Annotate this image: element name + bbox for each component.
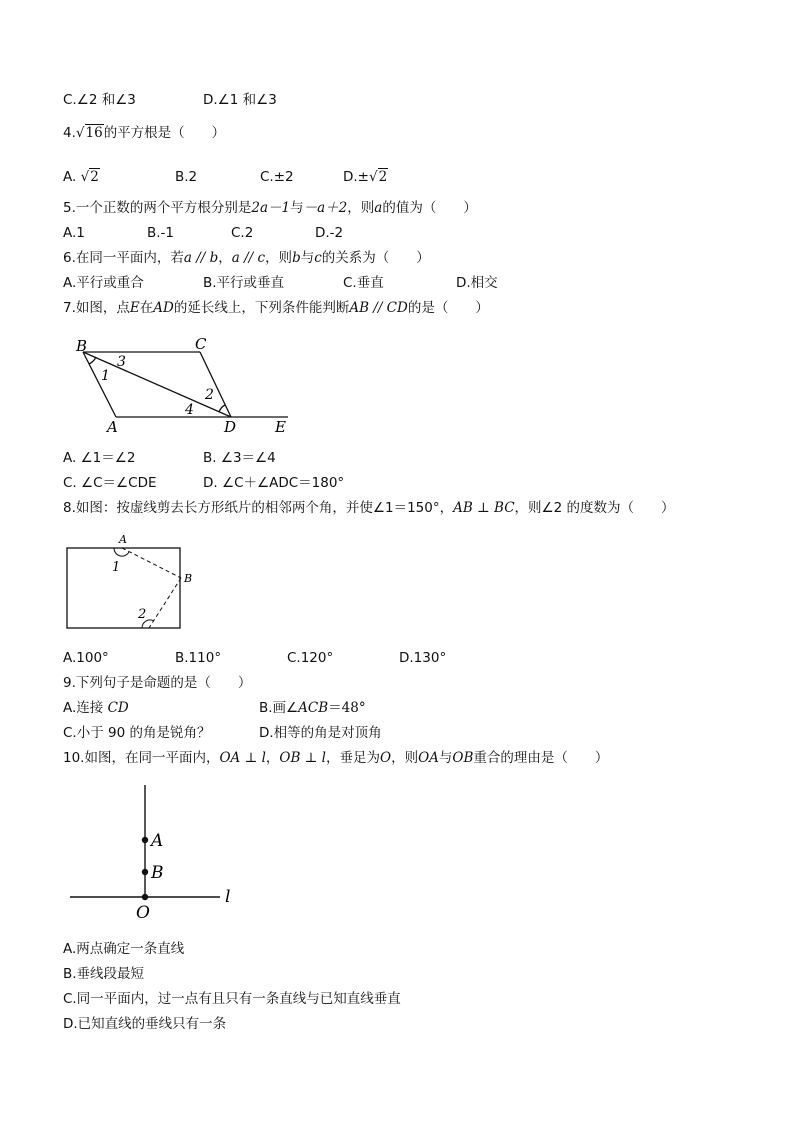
q3-option-c: C.∠2 和∠3 bbox=[63, 92, 136, 108]
q9-stem: 9.下列句子是命题的是（ ） bbox=[63, 675, 252, 691]
q10-rel1: OA ⊥ l bbox=[219, 750, 266, 766]
q6-rel1: a // b bbox=[183, 250, 219, 266]
q6-var-c: c bbox=[314, 250, 322, 266]
q5-stem-a: 5.一个正数的两个平方根分别是 bbox=[63, 200, 252, 216]
q6-option-c: C.垂直 bbox=[343, 275, 384, 291]
q10-ray-ob: OB bbox=[452, 750, 474, 766]
q6-var-b: b bbox=[292, 250, 301, 266]
q7-label-1: 1 bbox=[101, 368, 110, 384]
q5-mid: 与 bbox=[290, 200, 304, 216]
q7-option-c: C. ∠C＝∠CDE bbox=[63, 475, 157, 491]
q10-option-b: B.垂线段最短 bbox=[63, 966, 145, 982]
q6-option-a: A.平行或重合 bbox=[63, 275, 144, 291]
q6-stem-c: 的关系为（ ） bbox=[321, 250, 430, 266]
q10-with: 与 bbox=[438, 750, 453, 766]
q7-point-e: E bbox=[129, 300, 140, 316]
q8-label-1: 1 bbox=[112, 560, 121, 575]
q9-option-a bbox=[63, 699, 129, 717]
q7-option-a: A. ∠1＝∠2 bbox=[63, 450, 136, 466]
q5-option-b: B.-1 bbox=[147, 225, 175, 241]
q7-stem-c: 的延长线上，下列条件能判断 bbox=[173, 300, 350, 316]
q10-point-b-dot bbox=[142, 869, 148, 875]
q10-option-a: A.两点确定一条直线 bbox=[63, 941, 185, 957]
q7-label-c: C bbox=[195, 335, 207, 353]
q6-option-b: B.平行或垂直 bbox=[203, 275, 285, 291]
q10-point-o-dot bbox=[142, 894, 148, 900]
q8-figure bbox=[62, 532, 202, 634]
q8-rectangle bbox=[67, 548, 180, 628]
q6-option-d: D.相交 bbox=[456, 275, 498, 291]
q9-option-b-math: ACB bbox=[298, 700, 329, 716]
q9-option-d: D.相等的角是对顶角 bbox=[259, 725, 382, 741]
q9-option-b-text: B.画∠ bbox=[259, 700, 299, 716]
q5-stem-c: 的值为（ ） bbox=[382, 200, 477, 216]
q7-stem bbox=[63, 299, 489, 317]
q9-option-a-text: A.连接 bbox=[63, 700, 108, 716]
q5-option-d: D.-2 bbox=[315, 225, 344, 241]
q8-angle-arc-1 bbox=[114, 548, 129, 556]
q9-option-b bbox=[259, 699, 366, 717]
q4-stem bbox=[63, 124, 225, 142]
q5-var: a bbox=[374, 200, 383, 216]
q8-stem-b: ，则∠2 的度数为（ ） bbox=[514, 500, 675, 516]
q4-option-a bbox=[63, 168, 100, 186]
q10-stem-a: 10.如图，在同一平面内， bbox=[63, 750, 220, 766]
q7-line-bd bbox=[83, 352, 231, 417]
q7-option-b: B. ∠3＝∠4 bbox=[203, 450, 276, 466]
q8-label-2: 2 bbox=[138, 607, 147, 622]
q5-expr1: 2a－1 bbox=[251, 200, 291, 216]
q7-label-e: E bbox=[275, 418, 286, 436]
q10-label-l: l bbox=[225, 887, 231, 907]
q4-option-a-radicand: 2 bbox=[90, 169, 99, 185]
q7-segment-ad: AD bbox=[153, 300, 174, 316]
q10-sep: ， bbox=[265, 750, 280, 766]
q10-point-a-dot bbox=[142, 837, 148, 843]
q8-stem-a: 8.如图：按虚线剪去长方形纸片的相邻两个角，并使∠1＝150°， bbox=[63, 500, 454, 516]
q7-rel: AB // CD bbox=[349, 300, 408, 316]
q10-rel2: OB ⊥ l bbox=[279, 750, 326, 766]
q4-option-d-radicand: 2 bbox=[378, 169, 388, 185]
q7-label-b: B bbox=[76, 337, 88, 355]
q10-figure bbox=[65, 780, 245, 922]
q4-sqrt: √16 bbox=[75, 125, 103, 141]
q7-option-d: D. ∠C＋∠ADC＝180° bbox=[203, 475, 345, 491]
q10-stem-d: 重合的理由是（ ） bbox=[473, 750, 609, 766]
q6-sep: ， bbox=[218, 250, 232, 266]
q9-option-b-value: ＝48° bbox=[328, 700, 366, 716]
q5-option-c: C.2 bbox=[231, 225, 254, 241]
q7-figure bbox=[70, 333, 300, 437]
q8-option-a: A.100° bbox=[63, 650, 109, 666]
q5-stem bbox=[63, 199, 477, 217]
q5-expr2: －a＋2 bbox=[303, 200, 348, 216]
q10-stem bbox=[63, 749, 608, 767]
q9-option-c: C.小于 90 的角是锐角？ bbox=[63, 725, 211, 741]
q10-stem-c: ，则 bbox=[391, 750, 419, 766]
q4-option-a-prefix: A. bbox=[63, 169, 77, 185]
q10-ray-oa: OA bbox=[418, 750, 439, 766]
q4-stem-text: 的平方根是（ ） bbox=[103, 125, 226, 141]
q3-option-d: D.∠1 和∠3 bbox=[203, 92, 277, 108]
q4-option-d-sqrt: √2 bbox=[369, 169, 388, 185]
q7-stem-a: 7.如图，点 bbox=[63, 300, 130, 316]
q7-line-ab bbox=[83, 352, 116, 417]
q8-label-b: B bbox=[184, 572, 193, 585]
q6-with: 与 bbox=[300, 250, 315, 266]
q10-option-d: D.已知直线的垂线只有一条 bbox=[63, 1016, 227, 1032]
q7-angle-arc-b bbox=[89, 357, 96, 364]
q8-option-c: C.120° bbox=[287, 650, 334, 666]
q8-rel: AB ⊥ BC bbox=[453, 500, 515, 516]
q5-option-a: A.1 bbox=[63, 225, 85, 241]
q8-label-a: A bbox=[119, 533, 127, 546]
q4-option-d bbox=[343, 168, 388, 186]
q7-line-cd bbox=[200, 352, 231, 417]
q4-option-c: C.±2 bbox=[260, 169, 294, 185]
q10-option-c: C.同一平面内，过一点有且只有一条直线与已知直线垂直 bbox=[63, 991, 401, 1007]
q7-label-d: D bbox=[224, 418, 237, 436]
q7-angle-arc-d bbox=[219, 405, 225, 412]
q10-point-o: O bbox=[380, 750, 392, 766]
q7-label-2: 2 bbox=[205, 387, 214, 403]
q7-stem-d: 的是（ ） bbox=[407, 300, 489, 316]
q10-label-o: O bbox=[136, 903, 150, 922]
q6-stem-a: 6.在同一平面内，若 bbox=[63, 250, 184, 266]
q9-option-a-math: CD bbox=[107, 700, 129, 716]
q4-option-d-prefix: D.± bbox=[343, 169, 369, 185]
q7-label-4: 4 bbox=[185, 402, 194, 418]
q8-option-b: B.110° bbox=[175, 650, 222, 666]
q8-stem bbox=[63, 499, 675, 517]
q8-dashed-ab bbox=[122, 548, 181, 578]
q7-label-3: 3 bbox=[117, 354, 126, 370]
q10-stem-b: ，垂足为 bbox=[326, 750, 380, 766]
q10-label-b: B bbox=[151, 863, 164, 883]
q6-stem-b: ，则 bbox=[265, 250, 293, 266]
q6-stem bbox=[63, 249, 430, 267]
q4-radicand: 16 bbox=[85, 125, 103, 141]
q8-option-d: D.130° bbox=[399, 650, 447, 666]
q4-option-b: B.2 bbox=[175, 169, 198, 185]
q5-stem-b: ，则 bbox=[347, 200, 375, 216]
q6-rel2: a // c bbox=[231, 250, 266, 266]
q7-label-a: A bbox=[107, 418, 118, 436]
q4-number: 4. bbox=[63, 125, 76, 141]
q10-label-a: A bbox=[151, 831, 164, 851]
q7-stem-b: 在 bbox=[139, 300, 154, 316]
q4-option-a-sqrt: √2 bbox=[80, 169, 99, 185]
